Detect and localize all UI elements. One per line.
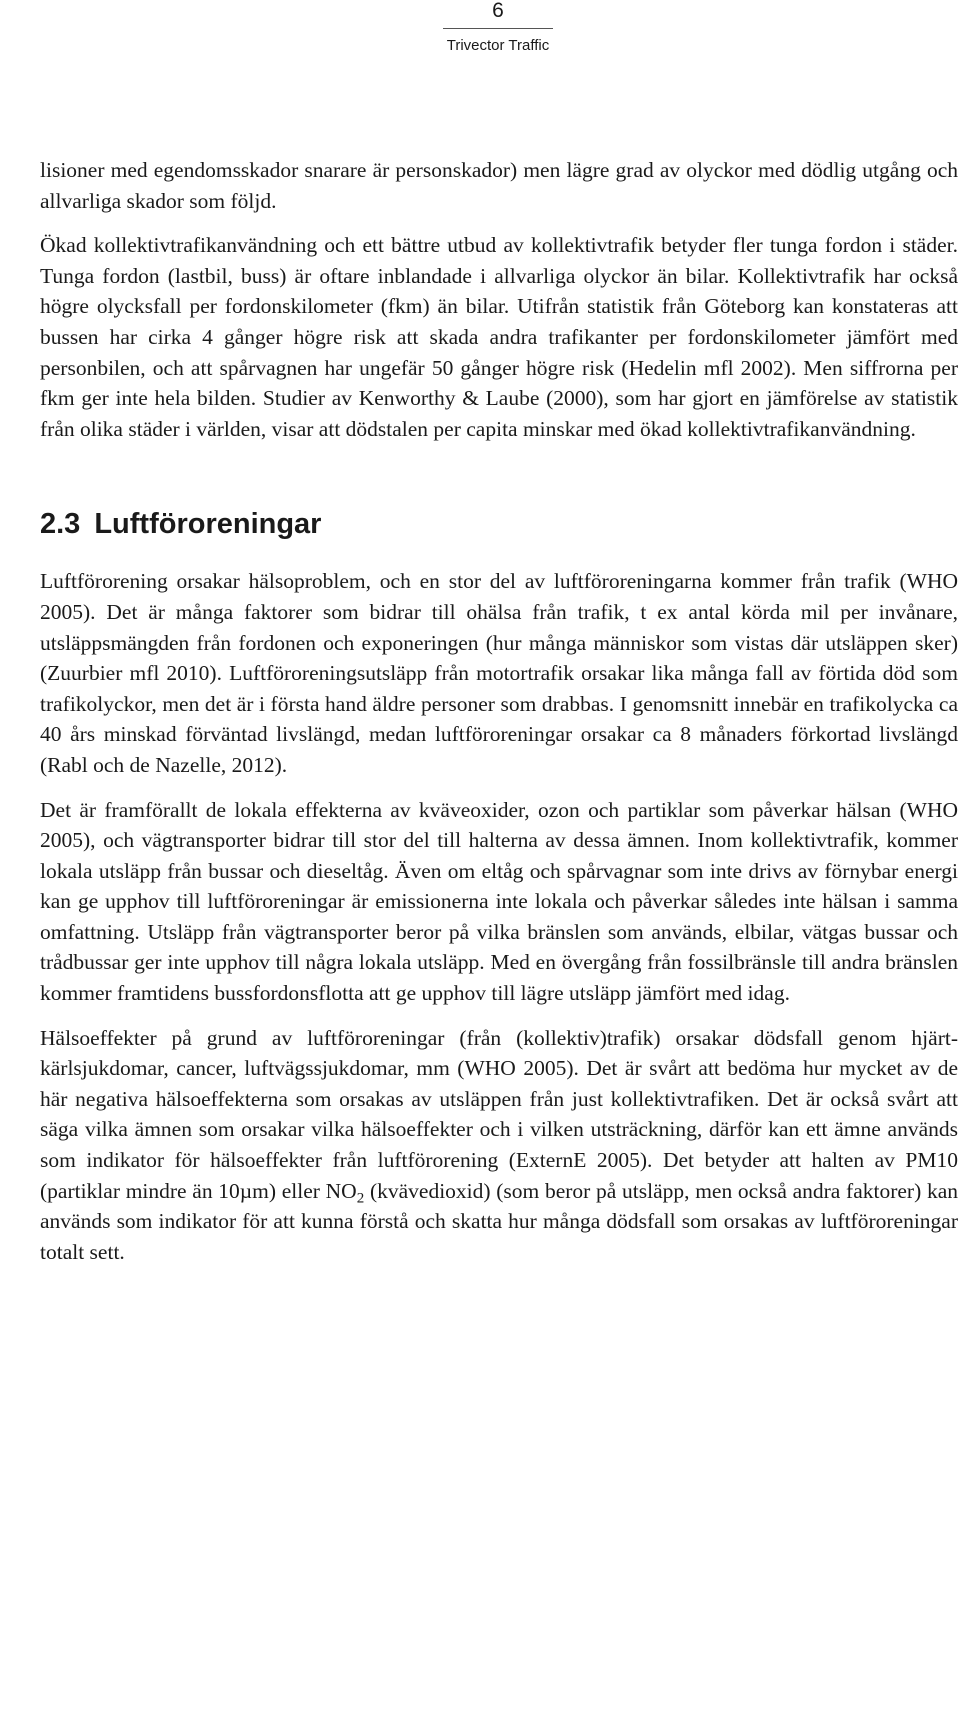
section-heading <box>40 506 958 542</box>
paragraph-air-pollution-health: Luftförorening orsakar hälsoproblem, och en stor del av luftföroreningarna kommer från trafik (WHO 2005). Det är många faktorer som bidrar till ohälsa från trafik, t ex antal körda mil per invånare, utsläppsmängden från fordonen och exponeringen (hur många människor som vistas där utsläppen sker) (Zuurbier mfl 2010). Luftföroreningsutsläpp från motortrafik orsakar lika många fall av förtida död som trafikolyckor, men det är i första hand äldre personer som drabbas. I genomsnitt innebär en trafikolycka ca 40 års minskad förväntad livslängd, medan luftföroreningar orsakar ca 8 månaders förkortad livslängd (Rabl och de Nazelle, 2012). <box>40 569 958 777</box>
header-rule <box>443 28 553 29</box>
paragraph-health-effects-text: Hälsoeffekter på grund av luftföroreningar (från (kollektiv)trafik) orsakar dödsfall genom hjärt-kärlsjukdomar, cancer, luftvägssjukdomar, mm (WHO 2005). Det är svårt att bedöma hur mycket av de här negativa hälsoeffekterna som orsakas av utsläppen från just kollektivtrafiken. Det är också svårt att säga vilka ämnen som orsakar vilka hälsoeffekter och i vilken utsträckning, därför kan ett ämne används som indikator för hälsoeffekter från luftförorening (ExternE 2005). Det betyder att halten av PM10 (partiklar mindre än 10µm) eller NO <box>40 1025 958 1203</box>
subscript-two: 2 <box>356 1190 365 1207</box>
paragraph-public-transport-risk: Ökad kollektivtrafikanvändning och ett bättre utbud av kollektivtrafik betyder fler tunga fordon i städer. Tunga fordon (lastbil, buss) är oftare inblandade i allvarliga olyckor än bilar. Kollektivtrafik har också högre olycksfall per fordonskilometer (fkm) än bilar. Utifrån statistik från Göteborg kan konstateras att bussen har cirka 4 gånger högre risk att skada andra trafikanter per fordonskilometer jämfört med personbilen, och att spårvagnen har ungefär 50 gånger högre risk (Hedelin mfl 2002). Men siffrorna per fkm ger inte hela bilden. Studier av Kenworthy & Laube (2000), som har gjort en jämförelse av statistik från olika städer i världen, visar att dödstalen per capita minskar med ökad kollektivtrafikanvändning. <box>40 233 958 441</box>
paragraph-health-effects-text-end: (kvävedioxid) (som beror på utsläpp, men också andra faktorer) kan används som indikator för att kunna förstå och skatta hur många dödsfall som orsakas av luftföroreningar totalt sett. <box>40 1178 958 1264</box>
document-body <box>40 155 958 1267</box>
header-brand: Trivector Traffic <box>446 37 550 54</box>
section-title: Luftföroreningar <box>94 508 322 541</box>
paragraph-local-effects: Det är framförallt de lokala effekterna av kväveoxider, ozon och partiklar som påverkar hälsan (WHO 2005), och vägtransporter bidrar till stor del till halterna av dessa ämnen. Inom kollektivtrafik, kommer lokala utsläpp från bussar och dieseltåg. Även om eltåg och spårvagnar som inte drivs av förnybar energi kan ge upphov till luftföroreningar är emissionerna inte lokala och påverkar således inte hälsan i samma omfattning. Utsläpp från vägtransporter beror på vilka bränslen som används, elbilar, vätgas bussar och trådbussar ger inte upphov till några lokala utsläpp. Med en övergång från fossilbränsle till andra bränslen kommer framtidens bussfordonsflotta att ge upphov till lägre utsläpp jämfört med idag. <box>40 797 958 1006</box>
paragraph-health-effects <box>40 1023 958 1268</box>
paragraph-continued: lisioner med egendomsskador snarare är personskador) men lägre grad av olyckor med dödlig utgång och allvarliga skador som följd. <box>40 158 958 213</box>
section-number: 2.3 <box>40 508 81 541</box>
page-number: 6 <box>492 0 504 22</box>
